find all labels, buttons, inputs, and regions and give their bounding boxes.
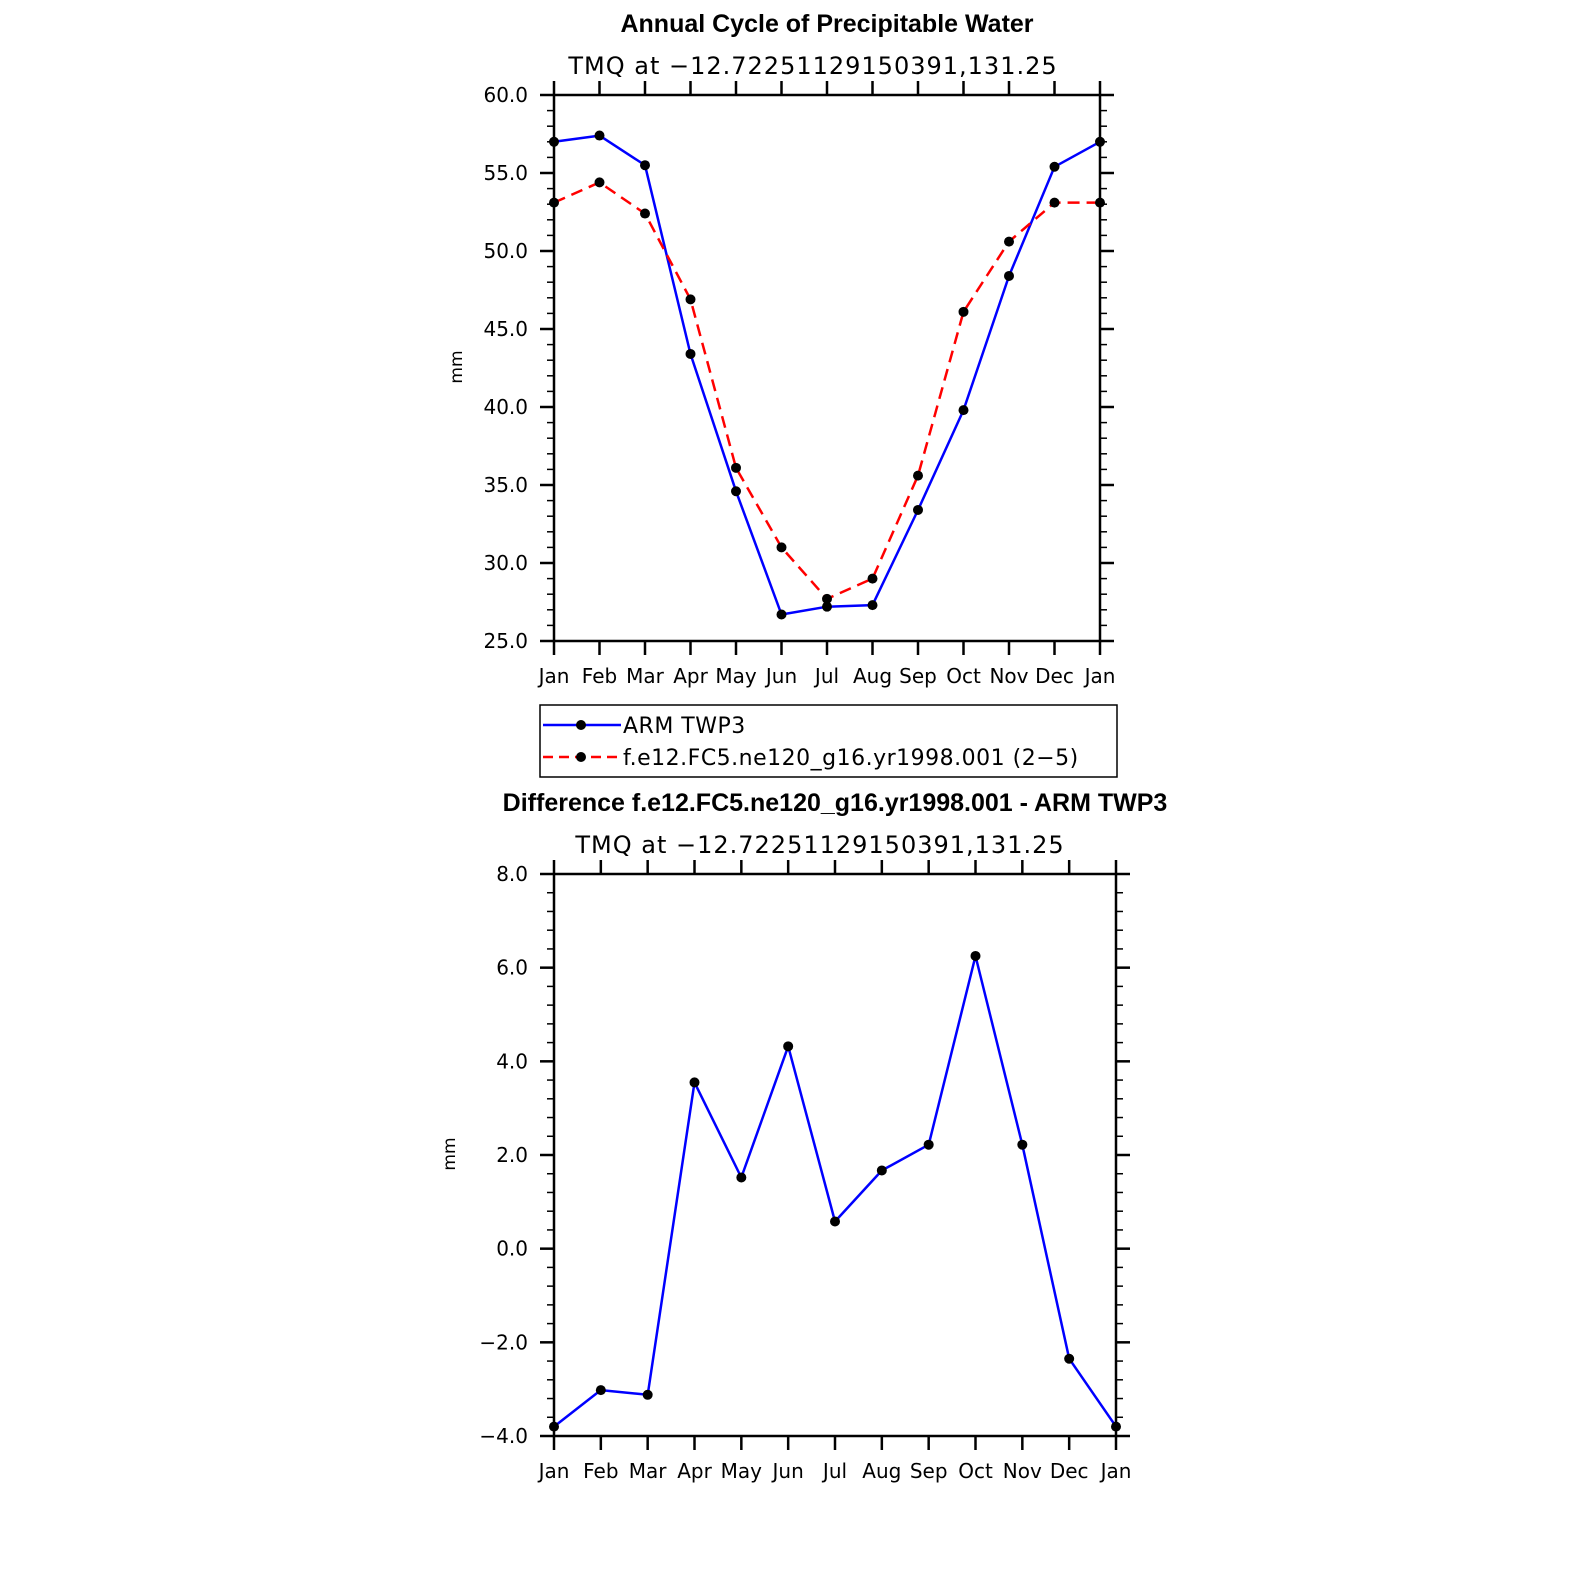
data-point-1-2 — [640, 209, 650, 219]
data-point-0-1 — [595, 131, 605, 141]
x-tick-label: Jun — [765, 664, 798, 688]
data-point-0-2 — [643, 1390, 653, 1400]
axis-ticks — [483, 81, 1115, 688]
series-line-0 — [554, 136, 1100, 615]
y-tick-label: 4.0 — [496, 1049, 528, 1074]
y-tick-label: 6.0 — [496, 955, 528, 980]
y-tick-label: 8.0 — [496, 862, 528, 886]
data-point-0-10 — [1004, 271, 1014, 281]
x-tick-label: Jan — [1084, 664, 1116, 688]
y-tick-label: 55.0 — [483, 161, 528, 185]
data-point-0-1 — [596, 1385, 606, 1395]
y-tick-label: 35.0 — [483, 473, 528, 497]
data-point-0-10 — [1017, 1140, 1027, 1150]
x-tick-label: Feb — [581, 664, 618, 688]
legend-label-arm-twp3: ARM TWP3 — [623, 714, 746, 739]
axis-ticks — [479, 860, 1131, 1483]
data-point-1-5 — [777, 542, 787, 552]
plot-frame — [554, 874, 1116, 1436]
x-tick-label: Aug — [852, 664, 893, 688]
series-layer — [549, 131, 1105, 620]
data-point-0-5 — [783, 1041, 793, 1051]
data-point-1-1 — [595, 177, 605, 187]
x-tick-label: Mar — [628, 1459, 667, 1483]
plot-frame — [554, 95, 1100, 641]
x-tick-label: Jul — [814, 664, 840, 688]
x-tick-label: Jul — [822, 1459, 848, 1483]
x-tick-label: May — [715, 664, 757, 688]
y-axis-label: mm — [440, 1137, 460, 1171]
data-point-0-11 — [1050, 162, 1060, 172]
data-point-1-4 — [731, 463, 741, 473]
y-tick-label: −2.0 — [479, 1330, 528, 1355]
data-point-0-3 — [690, 1077, 700, 1087]
data-point-1-6 — [822, 594, 832, 604]
data-point-0-7 — [877, 1165, 887, 1175]
y-tick-label: 50.0 — [483, 239, 528, 263]
x-tick-label: Jan — [538, 664, 570, 688]
x-tick-label: Nov — [1002, 1459, 1042, 1483]
y-tick-label: 60.0 — [483, 83, 528, 107]
data-point-0-11 — [1064, 1354, 1074, 1364]
x-tick-label: Feb — [583, 1459, 619, 1483]
x-tick-label: Sep — [899, 664, 937, 688]
y-tick-label: −4.0 — [479, 1424, 528, 1448]
data-point-1-11 — [1050, 198, 1060, 208]
x-tick-label: Oct — [958, 1459, 993, 1483]
data-point-1-7 — [868, 574, 878, 584]
data-point-0-4 — [731, 486, 741, 496]
y-tick-label: 2.0 — [496, 1143, 528, 1167]
x-tick-label: Dec — [1049, 1459, 1089, 1483]
data-point-1-3 — [686, 294, 696, 304]
x-tick-label: Sep — [909, 1459, 948, 1483]
legend-marker-model — [576, 752, 586, 762]
data-point-1-8 — [913, 471, 923, 481]
data-point-0-9 — [959, 405, 969, 415]
x-tick-label: Apr — [673, 664, 708, 688]
data-point-0-8 — [913, 505, 923, 515]
x-tick-label: Nov — [989, 664, 1029, 688]
data-point-0-8 — [924, 1140, 934, 1150]
y-tick-label: 30.0 — [483, 551, 528, 575]
y-tick-label: 25.0 — [483, 629, 528, 653]
x-tick-label: Oct — [946, 664, 981, 688]
annual-cycle-panel — [447, 10, 1115, 688]
legend-entry-model — [543, 746, 1079, 771]
x-tick-label: Jan — [1100, 1459, 1132, 1483]
difference-panel — [440, 789, 1167, 1483]
data-point-0-7 — [868, 600, 878, 610]
chart-subtitle: TMQ at −12.72251129150391,131.25 — [575, 831, 1065, 859]
series-layer — [549, 951, 1121, 1432]
y-tick-label: 40.0 — [483, 395, 528, 419]
y-tick-label: 0.0 — [496, 1236, 528, 1261]
y-axis-label: mm — [447, 350, 467, 384]
series-line-0 — [554, 956, 1116, 1427]
data-point-0-6 — [830, 1217, 840, 1227]
data-point-1-9 — [959, 307, 969, 317]
x-tick-label: Apr — [677, 1459, 712, 1483]
legend — [540, 705, 1117, 777]
x-tick-label: May — [720, 1459, 763, 1483]
data-point-0-3 — [686, 349, 696, 359]
data-point-0-2 — [640, 160, 650, 170]
x-tick-label: Aug — [862, 1459, 902, 1483]
x-tick-label: Jun — [772, 1459, 804, 1483]
chart-subtitle: TMQ at −12.72251129150391,131.25 — [568, 52, 1058, 80]
data-point-0-5 — [777, 609, 787, 619]
legend-marker-arm-twp3 — [576, 720, 586, 730]
x-tick-label: Dec — [1035, 664, 1074, 688]
data-point-0-9 — [971, 951, 981, 961]
y-tick-label: 45.0 — [483, 317, 528, 341]
chart-title: Annual Cycle of Precipitable Water — [620, 10, 1034, 38]
data-point-0-4 — [736, 1172, 746, 1182]
series-line-1 — [554, 182, 1100, 599]
legend-label-model: f.e12.FC5.ne120_g16.yr1998.001 (2−5) — [623, 746, 1079, 771]
data-point-1-10 — [1004, 237, 1014, 247]
x-tick-label: Mar — [626, 664, 664, 688]
x-tick-label: Jan — [538, 1459, 570, 1483]
chart-title: Difference f.e12.FC5.ne120_g16.yr1998.001 - ARM TWP3 — [502, 789, 1168, 817]
